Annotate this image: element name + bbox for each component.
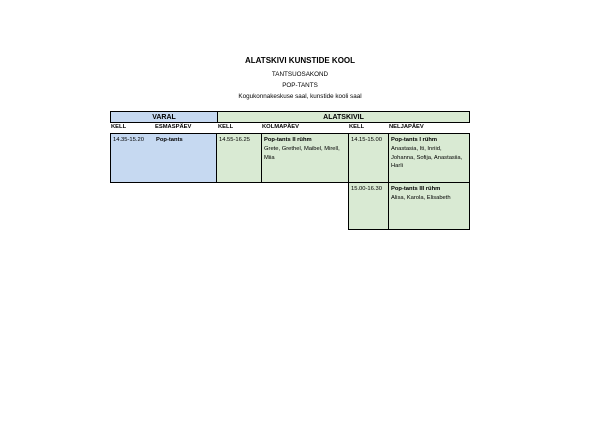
subject-title: POP-TANTS bbox=[282, 82, 318, 89]
thursday-time-cell-2 bbox=[348, 182, 389, 230]
wednesday-class-cell bbox=[261, 133, 349, 183]
thursday-class-title-2: Pop-tants III rühm bbox=[391, 186, 441, 192]
school-title: ALATSKIVI KUNSTIDE KOOL bbox=[244, 56, 356, 65]
wednesday-participants: Grete, Grethel, Maibel, Mirell, Miia bbox=[264, 145, 340, 161]
column-header-kolmapaev: KOLMAPÄEV bbox=[262, 124, 300, 130]
column-header-esmaspaev: ESMASPÄEV bbox=[155, 124, 192, 130]
group-header-varal: VARAL bbox=[110, 111, 217, 123]
column-header-kell: KELL bbox=[349, 124, 365, 130]
thursday-class-title-1: Pop-tants I rühm bbox=[391, 137, 438, 143]
monday-time: 14.35-15.20 bbox=[113, 137, 144, 143]
department-title: TANTSUOSAKOND bbox=[271, 71, 329, 78]
thursday-participants-1: Anastasia, Iti, Inriid, Johanna, Sofija, Anastasiia, Harli bbox=[391, 145, 463, 170]
monday-class-cell bbox=[154, 133, 217, 183]
wednesday-class-title: Pop-tants II rühm bbox=[264, 137, 312, 143]
thursday-class-cell-2 bbox=[388, 182, 470, 230]
thursday-participants-2: Alisa, Karola, Elisabeth bbox=[391, 194, 451, 201]
monday-time-cell bbox=[110, 133, 155, 183]
wednesday-time: 14.55-16.25 bbox=[219, 137, 250, 143]
venue-line: Kogukonnakeskuse saal, kunstide kooli saal bbox=[238, 93, 362, 100]
column-header-kell: KELL bbox=[111, 124, 127, 130]
group-header-alatskivil: ALATSKIVIL bbox=[217, 111, 470, 123]
thursday-time-cell-1 bbox=[348, 133, 389, 183]
column-header-neljapaev: NELJAPÄEV bbox=[389, 124, 424, 130]
wednesday-time-cell bbox=[217, 133, 262, 183]
thursday-class-cell-1 bbox=[388, 133, 470, 183]
column-header-kell: KELL bbox=[218, 124, 234, 130]
thursday-time-1: 14.15-15.00 bbox=[351, 137, 382, 143]
thursday-time-2: 15.00-16.30 bbox=[351, 186, 382, 192]
monday-class-title: Pop-tants bbox=[156, 137, 183, 143]
